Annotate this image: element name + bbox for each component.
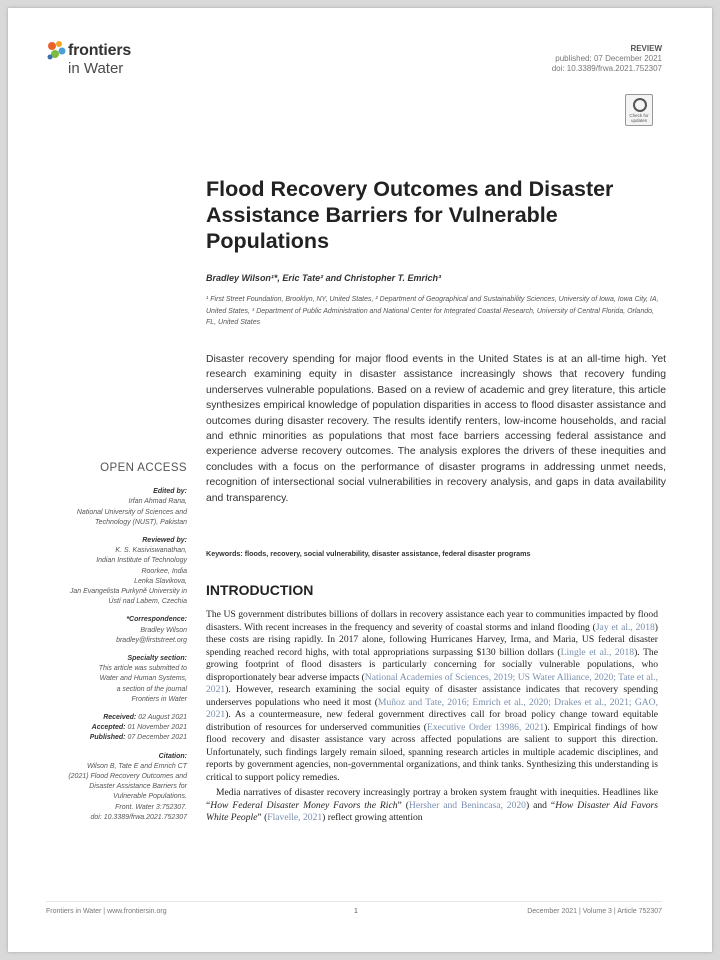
date-label: Accepted: (91, 724, 128, 732)
sidebar-line: a section of the journal (116, 685, 187, 693)
logo-brand: frontiers (68, 42, 132, 59)
sidebar-line: Roorkee, India (141, 567, 187, 575)
body-paragraph (206, 609, 658, 784)
date-value: 01 November 2021 (127, 724, 187, 732)
article-authors[interactable]: Bradley Wilson¹*, Eric Tate² and Christopher T. Emrich³ (206, 273, 441, 283)
check-updates-label: Check for updates (629, 113, 649, 123)
edited-by-label: Edited by: (153, 488, 187, 496)
sidebar-line: Jan Evangelista Purkyně University in (69, 588, 187, 596)
sidebar-line: Lenka Slavikova, (134, 577, 187, 585)
specialty-section-label: Specialty section: (127, 655, 187, 663)
date-row (17, 713, 187, 723)
sidebar-line: Indian Institute of Technology (96, 557, 187, 565)
correspondence-label: *Correspondence: (126, 616, 187, 624)
citation-link[interactable]: Executive Order 13986, 2021 (426, 721, 545, 733)
body-text-segment: Media narratives of disaster recovery increasingly portray a broken system fraught with inequities. Headlines like “ (206, 787, 658, 811)
body-text-segment: How Federal Disaster Money Favors the Rich (210, 799, 398, 811)
check-for-updates-badge[interactable] (625, 94, 653, 126)
body-text-segment: ) these costs are rising rapidly. In 2017 alone, following Hurricanes Harvey, Irma, and Maria, US federal disaster spending reached record highs, with total appropriations surpassing $130 billion dollars ( (206, 621, 658, 658)
keywords: Keywords: floods, recovery, social vulnerability, disaster assistance, federal disaster programs (206, 549, 531, 558)
article-title: Flood Recovery Outcomes and Disaster Assistance Barriers for Vulnerable Populations (206, 177, 614, 253)
body-text-segment: ” ( (257, 812, 268, 823)
sidebar-line: Frontiers in Water (131, 695, 187, 703)
sidebar-line: Irfan Ahmad Rana, (128, 498, 187, 506)
specialty-section-info (17, 664, 187, 705)
author-affiliations: ¹ First Street Foundation, Brooklyn, NY, United States, ² Department of Geographical and Sustainability Sciences, University of Iowa, Iowa City, IA, United States, ³ Department of Public Administration and National Center for Integrated Coastal Research, University of Central Florida, Orlando, FL, United States (206, 296, 659, 326)
body-text-segment: ” ( (397, 799, 409, 811)
reviewed-by-label: Reviewed by: (142, 537, 187, 545)
footer-page-number: 1 (354, 908, 358, 915)
reviewer-list (17, 546, 187, 607)
sidebar-line: Ústí nad Labem, Czechia (108, 598, 187, 606)
citation-link[interactable]: Muñoz and Tate, 2016; Emrich et al., 2020; Drakes et al., 2021; GAO, 2021 (206, 696, 658, 720)
date-value: 07 December 2021 (127, 734, 187, 742)
article-doi[interactable]: doi: 10.3389/frwa.2021.752307 (551, 64, 662, 73)
journal-logo[interactable] (46, 38, 156, 88)
sidebar-line: This article was submitted to (98, 665, 187, 673)
footer-volume-info: December 2021 | Volume 3 | Article 752307 (527, 908, 662, 915)
date-row (17, 723, 187, 733)
footer-divider (46, 901, 662, 902)
citation-link[interactable]: Flavelle, 2021 (267, 812, 323, 823)
sidebar-line: Vulnerable Populations. (113, 793, 187, 801)
sidebar-line: Bradley Wilson (140, 626, 187, 634)
logo-journal-name: in Water (68, 60, 124, 77)
article-dates (17, 713, 187, 744)
section-heading-introduction: INTRODUCTION (206, 582, 314, 598)
abstract: Disaster recovery spending for major flood events in the United States is at an all-time high. Yet research examining equity in disaster assistance increasingly shows that recovery funding underserves vulnerable populations. Based on a review of academic and grey literature, this article synthesizes empirical knowledge of population disparities in access to flood disaster assistance and outcomes during disaster recovery. The results identify renters, low-income households, and racial and ethnic minorities as populations that most face barriers accessing federal assistance and experience adverse recovery outcomes. The analysis explores the drivers of these inequities and concludes with a focus on the performance of disaster programs in addressing unmet needs, recognition of intersectional social vulnerabilities in recovery analysis, and gaps in data availability and transparency. (206, 354, 666, 504)
sidebar-line: Water and Human Systems, (99, 675, 187, 683)
body-text-segment: ). However, research examining the social equity of disaster assistance indicates that recovery spending underserves populations who need it most ( (206, 684, 658, 708)
body-text-segment: How Disaster Aid Favors White People (206, 799, 658, 823)
body-text-segment: ). The growing footprint of flood disasters is particularly concerning for socially vulnerable populations, who disproportionately bear adverse impacts ( (206, 646, 658, 683)
citation-link[interactable]: Hersher and Benincasa, 2020 (408, 799, 526, 811)
article-meta (552, 44, 662, 74)
body-paragraph (206, 787, 658, 825)
frontiers-logo-icon (46, 40, 68, 62)
introduction-body (206, 609, 658, 825)
editor-list (17, 497, 187, 528)
body-text-segment: ). As a countermeasure, new federal government directives call for broad policy change toward equitable distribution of resources for underserved communities ( (206, 709, 658, 733)
citation-link[interactable]: Jay et al., 2018 (595, 621, 655, 633)
body-text-segment: ) and “ (525, 799, 556, 811)
sidebar-line: Wilson B, Tate E and Emrich CT (86, 762, 187, 770)
date-value: 02 August 2021 (138, 714, 187, 722)
body-text-segment: ) reflect growing attention (322, 812, 423, 823)
citation-link[interactable]: National Academies of Sciences, 2019; US Water Alliance, 2020; Tate et al., 2021 (206, 671, 658, 695)
sidebar-line: K. S. Kasiviswanathan, (115, 547, 187, 555)
published-date: published: 07 December 2021 (555, 54, 662, 63)
sidebar-line: (2021) Flood Recovery Outcomes and (68, 773, 187, 781)
check-updates-icon (633, 98, 647, 112)
sidebar-line: Disaster Assistance Barriers for (89, 783, 187, 791)
citation-link[interactable]: Lingle et al., 2018 (560, 646, 635, 658)
sidebar-line: doi: 10.3389/frwa.2021.752307 (90, 813, 187, 821)
article-page (8, 8, 712, 952)
article-type: REVIEW (630, 44, 662, 53)
sidebar-line: National University of Sciences and (76, 508, 187, 516)
correspondence-info (17, 626, 187, 646)
date-row (17, 733, 187, 743)
sidebar-line: Technology (NUST), Pakistan (95, 518, 187, 526)
article-sidebar (17, 463, 187, 823)
body-text-segment: ). Empirical findings of how flood recovery and disaster assistance vary across affected populations are salient to support this direction. Unfortunately, such findings largely remain siloed, spanning research articles in multiple academic disciplines, and reports by government agencies, non-governmental organizations, and think tanks. Synthesizing this understanding is critical to support policy remedies. (206, 721, 658, 783)
sidebar-line: bradley@firststreet.org (116, 636, 187, 644)
body-text-segment: The US government distributes billions of dollars in recovery assistance each year to communities impacted by flood disasters. With recent increases in the frequency and severity of coastal storms and inland flooding ( (206, 609, 658, 633)
date-label: Received: (103, 714, 139, 722)
date-label: Published: (89, 734, 128, 742)
open-access-label: OPEN ACCESS (100, 462, 187, 474)
footer-journal-link[interactable]: Frontiers in Water | www.frontiersin.org (46, 908, 167, 915)
sidebar-line: Front. Water 3:752307. (115, 803, 187, 811)
citation-label: Citation: (158, 752, 187, 760)
citation-info (17, 762, 187, 823)
